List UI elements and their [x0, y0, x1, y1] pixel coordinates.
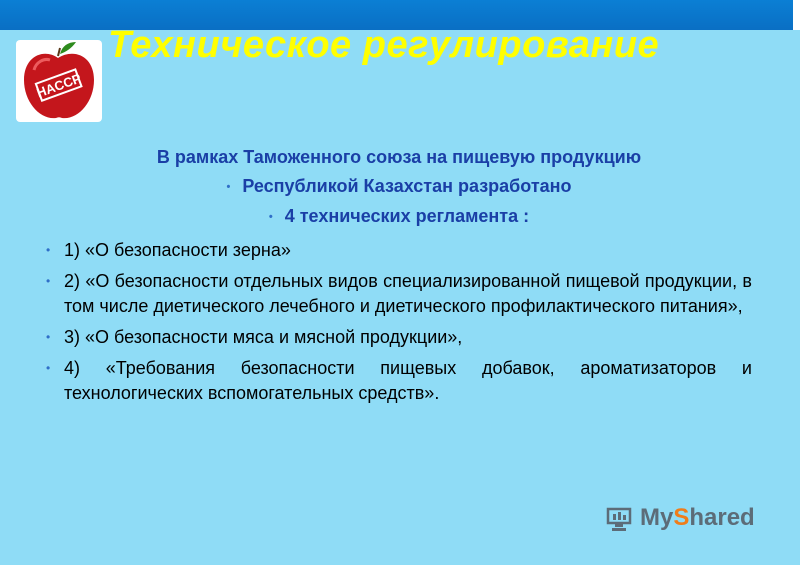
regulation-item: [46, 356, 752, 406]
intro-line-3: [46, 202, 752, 232]
regulation-item: [46, 238, 752, 263]
myshared-watermark: [604, 500, 755, 536]
watermark-suffix: hared: [689, 504, 755, 531]
watermark-prefix: My: [640, 504, 674, 531]
bullet-icon: •: [226, 180, 231, 193]
regulation-list: [46, 238, 752, 406]
regulation-item-text: 2) «О безопасности отдельных видов специализированной пищевой продукции, в том числе диетического лечебного и диетического профилактического питания»,: [64, 270, 752, 316]
regulation-item: [46, 325, 752, 350]
watermark-s: S: [673, 504, 690, 531]
intro-line-3-text: 4 технических регламента :: [284, 205, 530, 226]
intro-line-1-text: В рамках Таможенного союза на пищевую продукцию: [156, 147, 642, 167]
regulation-item-text: 1) «О безопасности зерна»: [64, 239, 291, 260]
intro-line-2: [46, 172, 752, 202]
logo-text: HACCP: [34, 70, 84, 101]
regulation-item-text: 4) «Требования безопасности пищевых добавок, ароматизаторов и технологических вспомогательных средств».: [64, 357, 752, 403]
regulation-item-text: 3) «О безопасности мяса и мясной продукции»,: [64, 326, 463, 347]
regulation-item: [46, 269, 752, 319]
intro-line-2-text: Республикой Казахстан разработано: [242, 176, 572, 196]
haccp-apple-logo: [16, 40, 102, 122]
bullet-icon: •: [46, 273, 51, 288]
presentation-icon: [604, 503, 634, 533]
slide-title: Техническое регулирование: [108, 24, 660, 66]
bullet-icon: •: [268, 210, 273, 223]
top-bar-corner: [793, 0, 800, 30]
intro-line-1: [46, 143, 752, 172]
bullet-icon: •: [46, 242, 51, 257]
bullet-icon: •: [46, 329, 51, 344]
bullet-icon: •: [46, 360, 51, 375]
slide-content: [46, 143, 752, 406]
